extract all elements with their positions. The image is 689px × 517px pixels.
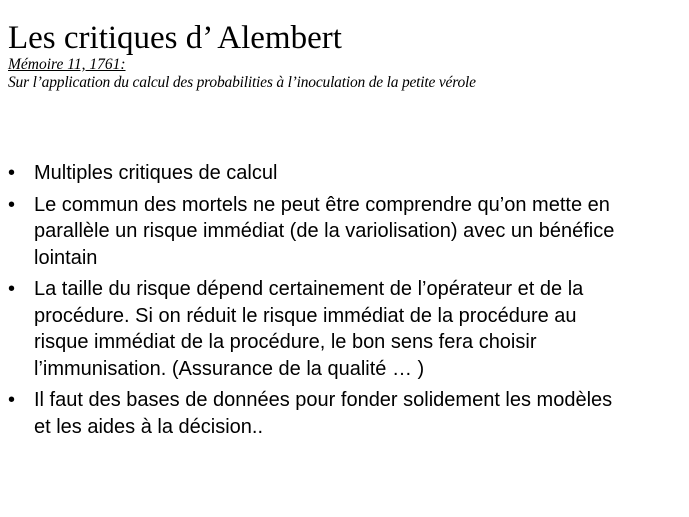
slide-title: Les critiques d’ Alembert bbox=[8, 20, 342, 56]
bullet-text: Le commun des mortels ne peut être comprendre qu’on mette en parallèle un risque immédiat (de la variolisation) avec un bénéfice lointain bbox=[34, 193, 615, 269]
bullet-item bbox=[8, 276, 628, 382]
title-block bbox=[8, 20, 683, 92]
bullet-item bbox=[8, 160, 628, 187]
bullet-item bbox=[8, 387, 628, 440]
bullet-dot-icon: • bbox=[8, 162, 16, 184]
bullet-dot-icon: • bbox=[8, 278, 16, 300]
memoire-reference: Mémoire 11, 1761: bbox=[8, 56, 126, 73]
bullet-text: Il faut des bases de données pour fonder solidement les modèles et les aides à la décision.. bbox=[34, 389, 613, 438]
bullet-item bbox=[8, 192, 628, 272]
bullet-text: Multiples critiques de calcul bbox=[34, 162, 278, 184]
bullet-list bbox=[8, 160, 628, 445]
bullet-dot-icon: • bbox=[8, 193, 16, 216]
memoire-full-title: Sur l’application du calcul des probabilities à l’inoculation de la petite vérole bbox=[8, 74, 476, 91]
bullet-dot-icon: • bbox=[8, 389, 16, 411]
bullet-text: La taille du risque dépend certainement de l’opérateur et de la procédure. Si on réduit le risque immédiat de la procédure au risque immédiat de la procédure, le bon sens fera choisir l’immunisation. (Assurance de la qualité … ) bbox=[34, 278, 584, 380]
